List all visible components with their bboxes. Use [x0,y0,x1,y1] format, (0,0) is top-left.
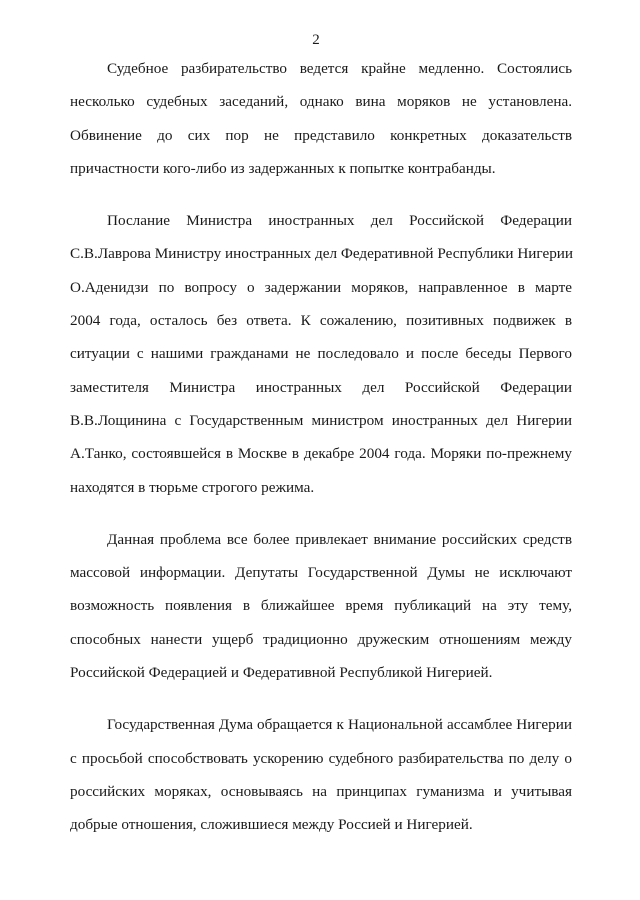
document-body [70,52,572,861]
text-line: несколько судебных заседаний, однако вина моряков не установлена. [70,93,572,111]
text-line: массовой информации. Депутаты Государственной Думы не исключают [70,564,572,582]
text-line: Российской Федерацией и Федеративной Республикой Нигерией. [70,664,493,682]
text-line: способных нанести ущерб традиционно дружеским отношениям между [70,630,572,648]
text-line: В.В.Лощинина с Государственным министром иностранных дел Нигерии [70,411,572,429]
paragraph-media-attention [70,523,572,689]
text-line: Данная проблема все более привлекает внимание российских средств [107,530,572,548]
text-line: Государственная Дума обращается к Национальной ассамблее Нигерии [107,716,572,734]
text-line: заместителя Министра иностранных дел Российской Федерации [70,378,572,396]
paragraph-duma-appeal [70,708,572,841]
paragraph-trial-status [70,52,572,185]
text-line: Послание Министра иностранных дел Российской Федерации [107,212,572,230]
text-line: А.Танко, состоявшейся в Москве в декабре 2004 года. Моряки по-прежнему [70,445,572,463]
text-line: добрые отношения, сложившиеся между Россией и Нигерией. [70,816,473,834]
text-line: Обвинение до сих пор не представило конкретных доказательств [70,126,572,144]
text-line: 2004 года, осталось без ответа. К сожалению, позитивных подвижек в [70,312,572,330]
text-line: Судебное разбирательство ведется крайне медленно. Состоялись [107,60,572,77]
page-number: 2 [312,32,320,48]
paragraph-minister-message [70,204,572,504]
text-line: возможность появления в ближайшее время публикаций на эту тему, [70,597,572,615]
text-line: О.Аденидзи по вопросу о задержании моряков, направленное в марте [70,278,572,296]
text-line: С.В.Лаврова Министру иностранных дел Федеративной Республики Нигерии [70,245,574,263]
text-line: ситуации с нашими гражданами не последовало и после беседы Первого [70,345,572,363]
text-line: причастности кого-либо из задержанных к попытке контрабанды. [70,159,496,177]
text-line: находятся в тюрьме строгого режима. [70,478,315,496]
text-line: российских моряках, основываясь на принципах гуманизма и учитывая [70,782,572,800]
text-line: с просьбой способствовать ускорению судебного разбирательства по делу о [70,749,572,767]
